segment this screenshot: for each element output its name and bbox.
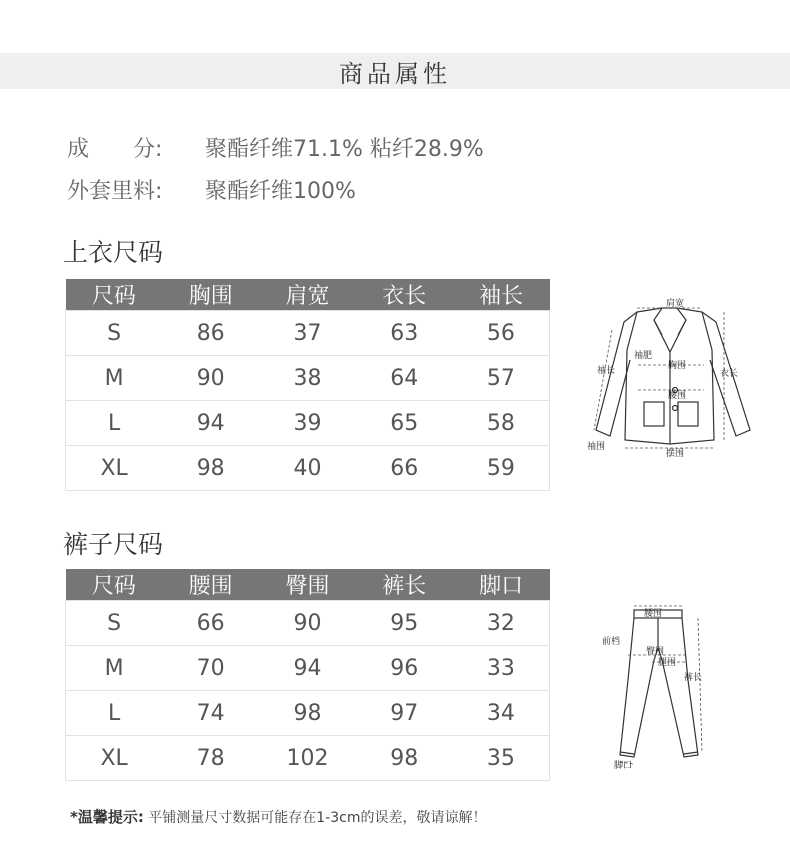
table-cell: XL [66, 736, 163, 781]
product-attributes-header [0, 53, 790, 89]
table-cell: 74 [162, 691, 259, 736]
table-cell: 66 [356, 446, 453, 491]
header-title: 商品属性 [339, 59, 451, 88]
table-cell: 32 [453, 601, 550, 646]
pants-size-table [65, 569, 550, 781]
table-row [66, 401, 550, 446]
table-cell: 94 [259, 646, 356, 691]
table-cell: 98 [259, 691, 356, 736]
table-row [66, 311, 550, 356]
table-cell: L [66, 401, 163, 446]
table-cell: L [66, 691, 163, 736]
column-header: 尺码 [66, 569, 163, 601]
table-row [66, 646, 550, 691]
attribute-row-lining [67, 174, 356, 205]
table-row [66, 736, 550, 781]
table-cell: 102 [259, 736, 356, 781]
tip-label: *温馨提示: [70, 808, 144, 826]
table-cell: 66 [162, 601, 259, 646]
table-cell: 65 [356, 401, 453, 446]
table-cell: XL [66, 446, 163, 491]
table-cell: 40 [259, 446, 356, 491]
attribute-value: 聚酯纤维100% [205, 179, 356, 204]
table-cell: 70 [162, 646, 259, 691]
jacket-label-hem: 摆围 [666, 449, 685, 459]
jacket-label-length: 衣长 [720, 369, 739, 379]
column-header: 衣长 [356, 279, 453, 311]
jacket-label-waist: 腰围 [668, 391, 687, 401]
table-cell: 96 [356, 646, 453, 691]
table-cell: 35 [453, 736, 550, 781]
table-row [66, 601, 550, 646]
pants-size-title: 裤子尺码 [63, 530, 164, 559]
attribute-label: 外套里料: [67, 179, 163, 204]
pants-measurement-diagram [598, 600, 718, 778]
table-cell: 37 [259, 311, 356, 356]
pants-label-hip: 臀围 [646, 647, 665, 657]
column-header: 尺码 [66, 279, 163, 311]
table-cell: 90 [259, 601, 356, 646]
table-cell: 34 [453, 691, 550, 736]
table-cell: 64 [356, 356, 453, 401]
table-row [66, 691, 550, 736]
jacket-label-cuff: 袖围 [587, 442, 606, 452]
table-cell: 90 [162, 356, 259, 401]
jacket-label-chest: 胸围 [668, 361, 687, 371]
column-header: 腰围 [162, 569, 259, 601]
jacket-label-sleeve-width: 袖肥 [634, 351, 653, 361]
jacket-measurement-diagram [582, 290, 762, 465]
top-size-title: 上衣尺码 [63, 238, 164, 267]
table-cell: S [66, 601, 163, 646]
table-header-row [66, 569, 550, 601]
table-cell: 97 [356, 691, 453, 736]
jacket-label-shoulder: 肩宽 [666, 299, 685, 309]
column-header: 袖长 [453, 279, 550, 311]
attribute-row-composition [67, 132, 484, 163]
table-cell: M [66, 646, 163, 691]
table-cell: 39 [259, 401, 356, 446]
table-row [66, 446, 550, 491]
pants-label-front-rise: 前档 [602, 637, 621, 647]
pants-label-waist: 腰围 [644, 609, 663, 619]
table-cell: 63 [356, 311, 453, 356]
column-header: 脚口 [453, 569, 550, 601]
table-cell: 33 [453, 646, 550, 691]
column-header: 臀围 [259, 569, 356, 601]
tip-text: 平铺测量尺寸数据可能存在1-3cm的误差，敬请谅解！ [148, 810, 487, 826]
table-cell: 94 [162, 401, 259, 446]
column-header: 胸围 [162, 279, 259, 311]
attribute-label: 成 分: [67, 137, 163, 162]
table-cell: 57 [453, 356, 550, 401]
footer-tip [70, 806, 487, 827]
jacket-label-sleeve-length: 袖长 [597, 366, 616, 376]
table-cell: S [66, 311, 163, 356]
table-cell: 78 [162, 736, 259, 781]
table-cell: 38 [259, 356, 356, 401]
top-size-table [65, 279, 550, 491]
table-cell: M [66, 356, 163, 401]
table-cell: 98 [356, 736, 453, 781]
table-cell: 98 [162, 446, 259, 491]
table-row [66, 356, 550, 401]
attribute-value: 聚酯纤维71.1% 粘纤28.9% [205, 137, 484, 162]
table-cell: 86 [162, 311, 259, 356]
column-header: 裤长 [356, 569, 453, 601]
table-cell: 59 [453, 446, 550, 491]
table-header-row [66, 279, 550, 311]
pants-label-thigh: 腿围 [658, 658, 677, 668]
pants-label-length: 裤长 [684, 673, 703, 683]
table-cell: 56 [453, 311, 550, 356]
column-header: 肩宽 [259, 279, 356, 311]
table-cell: 95 [356, 601, 453, 646]
pants-label-hem: 脚口 [614, 761, 633, 771]
table-cell: 58 [453, 401, 550, 446]
